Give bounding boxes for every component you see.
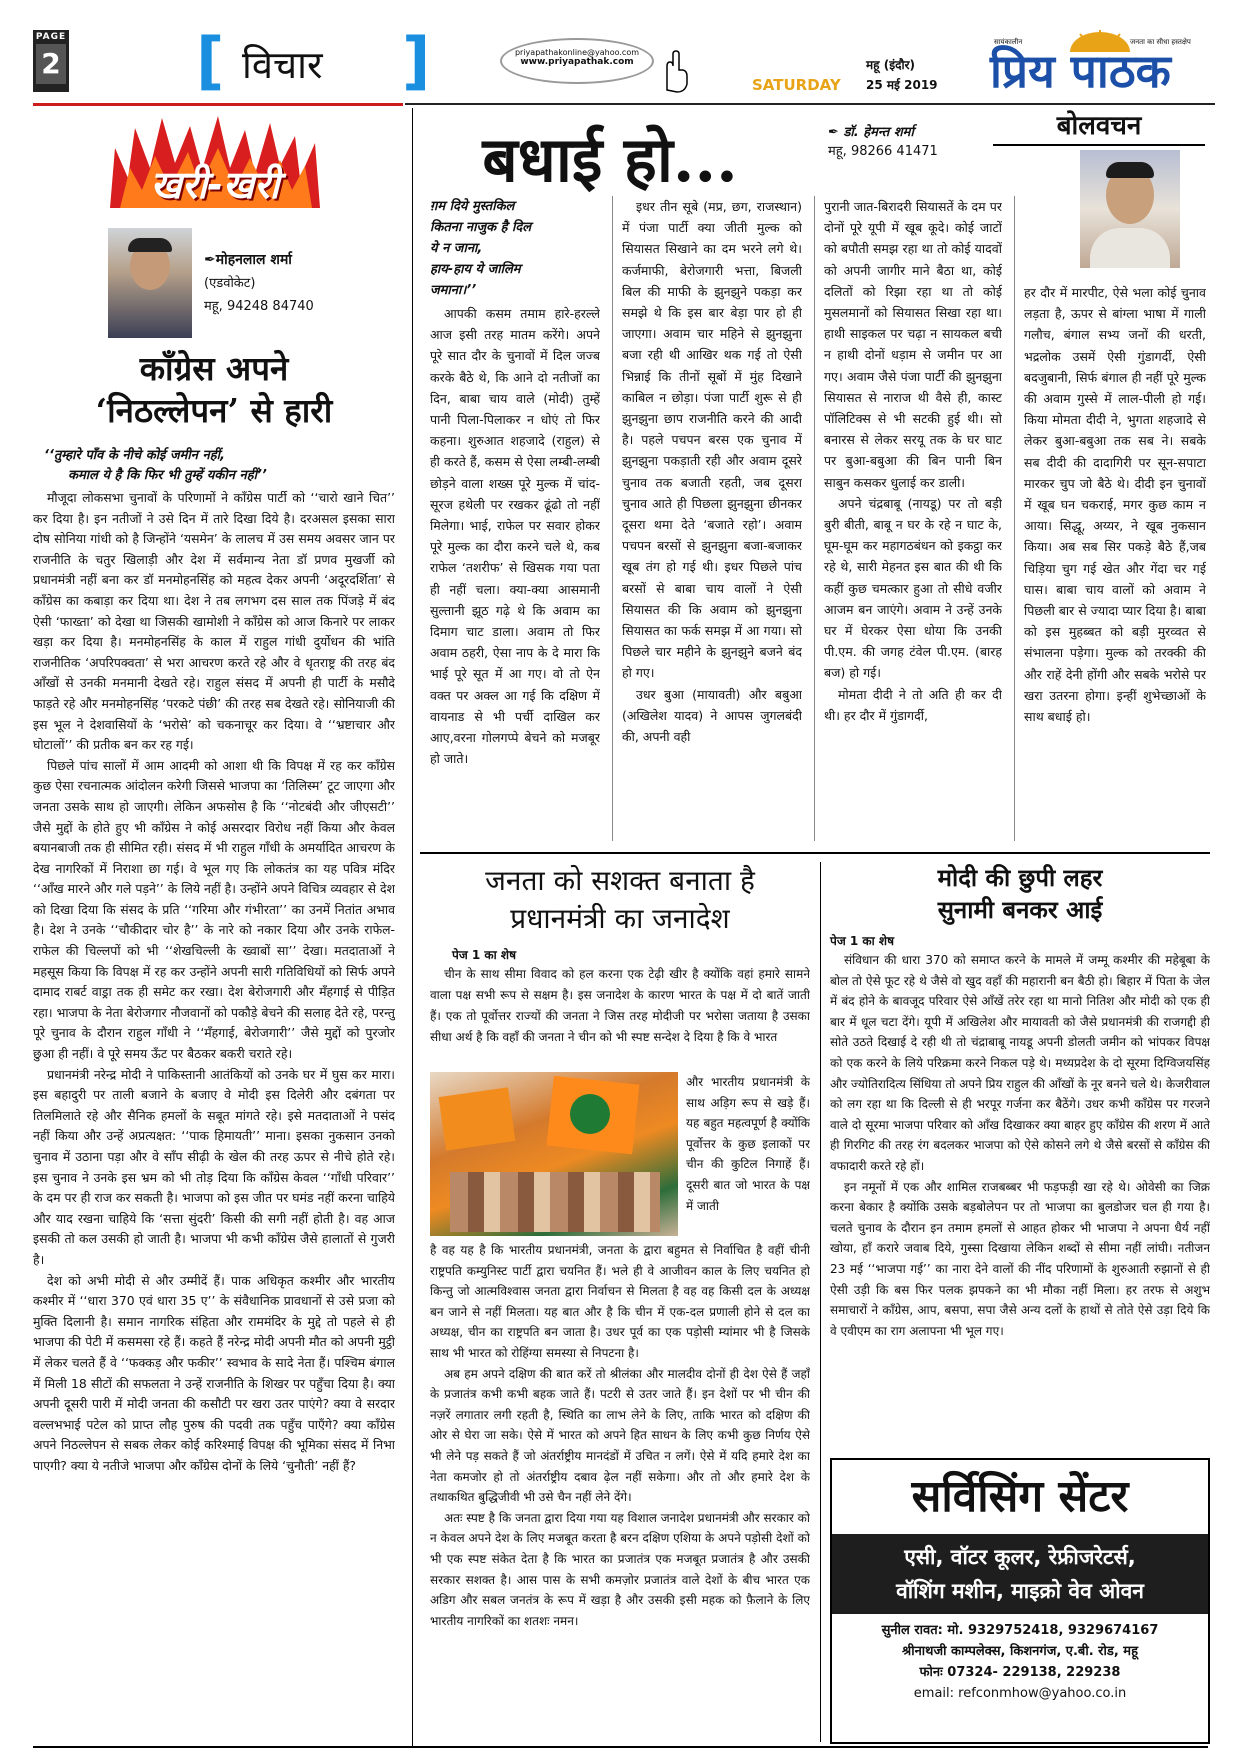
badhai-paragraph: हर दौर में मारपीट, ऐसे भला कोई चुनाव लड़ता है, ऊपर से बांग्ला भाषा में गाली गलौच, बंगाल सभ्य जनों की धरती, भद्रलोक उसमें ऐसी गुंडागर्दी, ऐसी बदजुबानी, सिर्फ बंगाल ही नहीं पूरे मुल्क की अवाम गुस्से में लाल-पीली हो गई। किया मोमता दीदी ने, भुगता शहजादे से लेकर बुआ-बबुआ तक सब ने। सबके सब दीदी की दादागिरी पर सून-सपाटा मारकर चुप जो बैठे थे। दीदी इन चुनावों में खूब घन चकराई, मगर कुछ काम न आया। सिद्धू, अय्यर, ने खूब नुकसान किया। अब सब सिर पकड़े बैठे हैं,जब चिड़िया चुग गई खेत और गेंदा चर गई घास। बाबा चाय वालों को अवाम ने पिछली बार से ज्यादा प्यार दिया है। बाबा को इस मुहब्बत को बड़ी मुरव्वत से संभालना पड़ेगा। मुल्क को तरक्की की और राहें देनी होंगी और सबके भरोसे पर खरा उतरना होगा। इन्हीं शुभेच्छाओं के साथ बधाई हो। [1024, 285, 1206, 725]
kharikhari-headline [33, 348, 395, 432]
contact-oval [500, 38, 654, 84]
kharikhari-epigraph [44, 446, 394, 486]
bolvachan-box [993, 108, 1205, 146]
kharikhari-headline-line2: ‘निठल्लेपन’ से हारी [95, 391, 333, 430]
poem-line: जमाना।’’ [430, 283, 477, 298]
badhai-paragraph: उधर बुआ (मायावती) और बबुआ (अखिलेश यादव) ने आपस जुगलबंदी की, अपनी वही [622, 686, 802, 745]
ad-email: email: refconmhow@yahoo.co.in [913, 1686, 1127, 1701]
modi-body [830, 950, 1210, 1448]
badhai-col3 [824, 196, 1002, 841]
janata-top [430, 964, 810, 1070]
ad-contact-person: सुनील रावत: मो. 9329752418, 9329674167 [881, 1623, 1159, 1638]
kharikhari-author-role: (एडवोकेट) [204, 276, 256, 291]
epigraph-line1: ‘‘तुम्हारे पाँव के नीचे कोई जमीन नहीं, [44, 448, 225, 463]
section-bracket-left: [ [196, 24, 225, 97]
kharikhari-paragraph: प्रधानमंत्री नरेन्द्र मोदी ने पाकिस्तानी आतंकियों को उनके घर में घुस कर मारा। इस बहादुरी पर ताली बजाने के बजाए वे मोदी इस दिलेरी और दबंगता पर तिलमिलाते रहे और सैनिक हमलों के सबूत मांगते रहे। इसे मतदाताओं ने पसंद नहीं किया और उन्हें अप्रत्यक्षत: ‘‘पाक हिमायती’’ माना। इसका नुकसान उनको चुनाव में उठाना पड़ा और वे साँप सीढ़ी के खेल की तरह ऊपर से नीचे होते रहे। इस चुनाव ने उनके इस भ्रम को भी तोड़ दिया कि कॉंग्रेस केवल ‘‘गाँधी परिवार’’ के दम पर ही राज कर सकती है। भाजपा को इस जीत पर घमंड नहीं करना चाहिये और याद रखना चाहिये कि ‘सत्ता सुंदरी’ किसी की सगी नहीं होती है। वह आज इसकी तो कल उसकी हो जाती है। भाजपा भी कभी कॉंग्रेस जैसे हालातों से गुजरी है। [33, 1066, 395, 1267]
badhai-author-contact: महू, 98266 41471 [828, 144, 938, 159]
city-label: महू (इंदौर) [866, 58, 915, 72]
janata-paragraph: अतः स्पष्ट है कि जनता द्वारा दिया गया यह विशाल जनादेश प्रधानमंत्री और सरकार को न केवल अपने देश के लिए मजबूत करता है बरन दक्षिण एशिया के अपने पड़ोसी देशों को भी एक स्पष्ट संकेत देता है कि भारत का प्रजातंत्र एक मजबूत प्रजातंत्र है और उसकी सरकार सशक्त है। आस पास के सभी कमज़ोर प्रजातंत्र वाले देशों के बीच भारत एक अडिग और सबल जनतंत्र के रूप में खड़ा है और उसकी इसी महक को फ़ैलाने के लिए भारतीय नागरिकों का शतशः नमन। [430, 1510, 810, 1628]
janata-paragraph: और भारतीय प्रधानमंत्री के साथ अड़िग रूप से खड़े हैं। यह बहुत महत्वपूर्ण है क्योंकि पूर्वोत्तर के कुछ इलाकों पर चीन की कुटिल निगाहें हैं। दूसरी बात जो भारत के पक्ष में जाती [686, 1075, 810, 1213]
section-title: विचार [242, 43, 323, 87]
poem-line: ग़म दिये मुस्तकिल [430, 199, 515, 214]
pen-icon: ✒ [204, 252, 216, 268]
modi-headline [830, 862, 1210, 926]
kharikhari-paragraph: मौजूदा लोकसभा चुनावों के परिणामों ने कॉंग्रेस पार्टी को ‘‘चारो खाने चित’’ कर दिया है। इन नतीजों ने उसे दिन में तारे दिखा दिये है। दरअसल इसका सारा दोष सोनिया गांधी को है जिन्होंने ‘यसमेन’ के लालच में उस समय अवसर जान पर राजनीति के चतुर खिलाड़ी और देश में सर्वमान्य नेता डॉ प्रणव मुखर्जी को प्रधानमंत्री नहीं बना कर डॉ मनमोहनसिंह को महत्व देकर अपनी ‘अदूरदर्शिता’ से कॉंग्रेस का कबाड़ा कर दिया था। देश ने तब लगभग दस साल तक पिंजड़े में बंद ऐसी ‘फाख्ता’ को देखा था जिसकी खामोशी ने कॉंग्रेस को आज किनारे पर लाकर खड़ा कर दिया है। मनमोहनसिंह के काल में राहुल गांधी दुर्योधन की भांति राजनीतिक ‘अपरिपक्वता’ से भरा आचरण करते रहे और वे धृतराष्ट्र की तरह बंद आँखों से उनकी मनमानी देखते रहे। राहुल संसद में अपनी ही पार्टी के मसौदे फाड़ते रहे और मनमोहनसिंह ‘परकटे पंछी’ की तरह सब देखते रहे। सोनियाजी की इस भूल ने देशवासियों के ‘भरोसे’ को चकनाचूर कर दिया। वे ‘‘भ्रष्टाचार और घोटालों’’ की प्रतीक बन कर रह गई। [33, 490, 395, 753]
modi-headline-line2: सुनामी बनकर आई [937, 896, 1103, 924]
author-photo-mohanlal [108, 228, 192, 338]
ad-title: सर्विसिंग सेंटर [911, 1471, 1129, 1522]
column-divider-main [412, 108, 413, 1748]
masthead-rule-right [405, 103, 1215, 105]
column-divider [1014, 196, 1015, 841]
badhai-paragraph: मोमता दीदी ने तो अति ही कर दी थी। हर दौर में गुंडागर्दी, [824, 686, 1002, 723]
kharikhari-body [33, 488, 395, 1728]
ad-services-line2: वॉशिंग मशीन, माइक्रो वेव ओवन [896, 1579, 1144, 1603]
servicing-center-ad [830, 1458, 1210, 1744]
bjp-rally-photo [430, 1072, 678, 1236]
badhai-paragraph: अपने चंद्रबाबू (नायडू) पर तो बड़ी बुरी बीती, बाबू न घर के रहे न घाट के, घूम-घूम कर महागठबंधन को इकट्ठा कर रहे थे, सारी मेहनत इस बात की थी कि कहीं कुछ चमत्कार हुआ तो सीधे वजीर आजम बन जाएंगे। अवाम ने उन्हें उनके घर में घेरकर ऐसा धोया कि उनकी पी.एम. की जगह टंवेल पी.एम. (बारह बज) हो गई। [824, 495, 1002, 681]
column-divider [820, 862, 821, 1742]
badhai-col2 [622, 196, 802, 841]
column-divider [814, 196, 815, 841]
day-label: SATURDAY [752, 76, 841, 94]
page-bottom-rule [33, 1746, 1208, 1748]
modi-paragraph: इन नमूनों में एक और शामिल राजबब्बर भी फड़फड़ी खा रहे थे। ओवेसी का जिक्र करना बेकार है क्योंकि उसके बड़बोलेपन पर तो भाजपा का बुलडोजर चल ही गया है। चलते चुनाव के दौरान इन तमाम हमलों से आहत होकर भी भाजपा ने अपना धैर्य नहीं खोया, हाँ करारे जवाब दिये, गुस्सा दिखाया लेकिन शब्दों से सीमा नहीं लांघी। नतीजन 23 मई ‘‘भाजपा गई’’ का नारा देने वालों की नींद परिणामों के शुरुआती रुझानों से ही ऐसी उड़ी कि बस फिर पलक झपकने का भी मौका नहीं मिला। हर तरफ से अशुभ समाचारों ने कॉंग्रेस, आप, बसपा, सपा जैसे अन्य दलों के हाथों से तोते ऐसे उड़ा दिये कि वे एवीएम का राग अलापना भी भूल गए। [830, 1179, 1210, 1338]
kharikhari-logo-text: खरी-खरी [150, 163, 280, 207]
badhai-headline: बधाई हो... [482, 123, 738, 196]
bolvachan-label: बोलवचन [1056, 111, 1142, 141]
poem-line: कितना नाजुक है दिल [430, 220, 532, 235]
modi-continued: पेज 1 का शेष [830, 934, 895, 948]
janata-side [686, 1072, 810, 1238]
poem-line: हाय-हाय ये जालिम [430, 262, 521, 277]
badhai-paragraph: इधर तीन सूबे (मप्र, छग, राजस्थान) में पंजा पार्टी क्या जीती मुल्क को सियासत सिखाने का दम भरने लगे थे। कर्जमाफी, बेरोजगारी भत्ता, बिजली बिल की माफी के झुनझुने पकड़ा कर समझे थे कि इस बार बेड़ा पार हो ही जाएगा। अवाम चार महिने से झुनझुना बजा रही थी आखिर थक गई तो ऐसी भिन्नाई कि तीनों सूबों में मुंह दिखाने काबिल न छोड़ा। पंजा पार्टी शुरू से ही झुनझुना छाप राजनीति करने की आदी है। पहले पचपन बरस एक चुनाव में झुनझुना पकड़ाती रही और अवाम दूसरे चुनाव तक बजाती रहती, जब दूसरा चुनाव आते ही पिछला झुनझुना छीनकर दूसरा थमा देते ‘बजाते रहो’। अवाम पचपन बरसों से झुनझुना बजा-बजाकर खूब तंग हो गई थी। इधर पिछले पांच बरसों से बाबा चाय वालों ने ऐसी सियासत की कि अवाम को झुनझुना सियासत का फर्क समझ में आ गया। सो पिछले चार महीने के झुनझुने बजने बंद हो गए। [622, 199, 802, 681]
paper-name: प्रिय पाठक [990, 44, 1171, 98]
paper-logo [990, 30, 1218, 98]
badhai-col1 [430, 196, 600, 841]
section-bracket-right: ] [402, 24, 431, 97]
janata-bottom [430, 1240, 810, 1735]
author-photo-hemant [1080, 150, 1180, 268]
ad-contact [832, 1614, 1208, 1704]
masthead-email: priyapathakonline@yahoo.com [514, 48, 640, 57]
paper-slogan: जनता का सीधा हस्तक्षेप [1130, 38, 1191, 46]
masthead-rule-left [33, 103, 403, 106]
badhai-poem [430, 196, 600, 301]
janata-headline-line2: प्रधानमंत्री का जनादेश [510, 902, 730, 935]
janata-headline [430, 862, 810, 938]
section-rule [420, 852, 1210, 854]
kharikhari-paragraph: पिछले पांच सालों में आम आदमी को आशा थी कि विपक्ष में रह कर कॉंग्रेस कुछ ऐसा रचनात्मक आंदोलन करेगी जिससे भाजपा का ‘तिलिस्म’ टूट जाएगा और जनता उसके साथ हो जाएगी। लेकिन अफसोस है कि ‘‘नोटबंदी और जीएसटी’’ जैसे मुद्दों के होते हुए भी कॉंग्रेस ने कोई असरदार विरोध नहीं किया और केवल बयानबाजी तक ही सीमित रही। संसद में भी राहुल गाँधी के अमर्यादित आचरण के देख नागरिकों में निराशा छा गई। वे भूल गए कि लोकतंत्र का यह पवित्र मंदिर ‘‘आँख मारने और गले पड़ने’’ के लिये नहीं है। उन्होंने अपने विचित्र व्यवहार से देश को दिखा दिया कि संसद के प्रति ‘‘गरिमा और गंभीरता’’ का उनमें नितांत अभाव है। देश ने उनके ‘‘चौकीदार चोर है’’ के नारे को नकार दिया और उनके राफेल-राफेल की चिल्लपों को भी ‘‘शेखचिल्ली के ख्वाबों सा’’ देखा। मतदाताओं ने महसूस किया कि विपक्ष में रह कर उन्होंने अपनी सारी गतिविधियों को सिर्फ अपने दामाद राबर्ट वाड्रा तक ही समेट कर रखा। देश बेरोजगारी और मँहगाई से पीड़ित रहा। भाजपा के नेता बेरोजगार नौजवानों को पकौड़े बेचने की सलाह देते रहे, परन्तु पूरे चुनाव के दौरान राहुल गाँधी ने ‘‘मँहगाई, बेरोजगारी’’ जैसे मुद्दों को पुरजोर छुआ ही नहीं। वे पूरे समय ऊँट पर बैठकर बकरी चराते रहे। [33, 757, 395, 1062]
kharikhari-byline [204, 252, 364, 315]
column-divider [612, 196, 613, 841]
janata-headline-line1: जनता को सशक्त बनाता है [485, 864, 755, 897]
badhai-author: ✒ डॉ. हेमन्त शर्मा [828, 125, 914, 140]
badhai-col4 [1024, 282, 1206, 842]
badhai-paragraph: पुरानी जात-बिरादरी सियासतें के दम पर दोनों पूरे यूपी में खूब कूदे। कोई जाटों को बपौती समझ रहा था तो कोई यादवों को अपनी जागीर माने बैठा था, कोई दलितों को रिझा रहा था तो कोई मुसलमानों को सियासत सिखा रहा था। हाथी साइकल पर चढ़ा न सायकल बची न हाथी दोनों धड़ाम से जमीन पर आ गए। अवाम जैसे पंजा पार्टी की झुनझुना सियासत से नाराज थी वैसे ही, कास्ट पॉलिटिक्स से भी सटकी हुई थी। सो बनारस से लेकर सरयू तक के घर घाट पर बुआ-बबुआ की बिन पानी बिन साबुन कसकर धुलाई कर डाली। [824, 199, 1002, 490]
kharikhari-paragraph: देश को अभी मोदी से और उम्मीदें हैं। पाक अधिकृत कश्मीर और भारतीय कश्मीर में ‘‘धारा 370 एवं धारा 35 ए’’ के संवैधानिक प्रावधानों से उसे प्रजा को मुक्ति दिलानी है। समान नागरिक संहिता और राममंदिर के मुद्दे तो पहले से ही भाजपा की पेटी में कसमसा रहे हैं। कहते हैं नरेन्द्र मोदी अपनी मौत को अपनी मुट्ठी में लेकर चलते हैं वे ‘‘फक्कड़ और फकीर’’ स्वभाव के सादे नेता हैं। पश्चिम बंगाल में मिली 18 सीटों की सफलता ने उन्हें राजनीति के शिखर पर पहुँचा दिया है। क्या अपनी दूसरी पारी में मोदी जनता की कसौटी पर खरा उतर पाएंगे? क्या वे सरदार वल्लभभाई पटेल को प्राप्त लौह पुरुष की पदवी तक पहुँच पाएँगे? क्या कॉंग्रेस अपने निठल्लेपन से सबक लेकर कोई करिश्माई विपक्ष की भूमिका संसद में निभा पाएगी? क्या ये नतीजे भाजपा और कॉंग्रेस दोनों के लिये ‘चुनौती’ नहीं हैं? [33, 1272, 395, 1473]
epigraph-line2: कमाल ये है कि फिर भी तुम्हें यकीन नहीं’’ [68, 468, 267, 483]
date-label: 25 मई 2019 [866, 78, 938, 92]
ad-phone: फोनः 07324- 229138, 229238 [919, 1665, 1121, 1680]
kharikhari-logo [100, 108, 330, 218]
paper-tag: सायंकालीन [994, 38, 1023, 46]
janata-paragraph: अब हम अपने दक्षिण की बात करें तो श्रीलंका और मालदीव दोनों ही देश ऐसे हैं जहाँ के प्रजातंत्र कभी कभी बहक जाते हैं। पटरी से उतर जाते हैं। इन देशों पर भी चीन की नज़रें लगातार लगी रहती है, स्थिति का लाभ लेने के लिए, ताकि भारत को दक्षिण की ओर से घेरा जा सके। ऐसे में भारत को अपने हित साधन के लिए कभी कुछ निर्णय ऐसे भी लेने पड़ सकते हैं जो अंतर्राष्ट्रीय मानदंडों में उचित न लगें। ऐसे में यदि हमारे देश का नेता कमजोर हो तो अंतर्राष्ट्रीय दबाव ढ़ेल नहीं सकेगा। और तो और हमारे देश के तथाकथित बुद्धिजीवी भी उसे चैन नहीं लेने देंगे। [430, 1366, 810, 1505]
kharikhari-author-contact: महू, 94248 84740 [204, 299, 314, 314]
kharikhari-headline-line1: कॉंग्रेस अपने [139, 349, 289, 388]
pointing-hand-icon [655, 50, 691, 94]
janata-paragraph: है वह यह है कि भारतीय प्रधानमंत्री, जनता के द्वारा बहुमत से निर्वाचित है वहीं चीनी राष्ट्रपति कम्युनिस्ट पार्टी द्वारा चयनित हैं। भले ही वे आजीवन काल के लिए चयनित हो किन्तु जो आत्मविश्वास जनता द्वारा निर्वाचन से मिलता है वह वह किसी दल के अध्यक्ष बन जाने से नहीं मिलता। यह बात और है कि चीन में एक-दल प्रणाली होने से दल का अध्यक्ष, चीन का राष्ट्रपति बन जाता है। उधर पूर्व का एक पड़ोसी म्यांमार भी है जिसके साथ भी भारत को रोहिंग्या समस्या से निपटना है। [430, 1243, 810, 1360]
pen-icon: ✒ [828, 125, 839, 140]
janata-paragraph: चीन के साथ सीमा विवाद को हल करना एक टेढ़ी खीर है क्योंकि वहां हमारे सामने वाला पक्ष सभी रूप से सक्षम है। इस जनादेश के कारण भारत के पक्ष में दो बातें जाती हैं। एक तो पूर्वोत्तर राज्यों की जनता ने जिस तरह मोदीजी पर भरोसा जताया है उसका सीधा अर्थ है कि वहाँ की जनता ने चीन को भी स्पष्ट सन्देश दे दिया है कि वे भारत [430, 967, 810, 1044]
modi-headline-line1: मोदी की छुपी लहर [937, 864, 1103, 892]
poem-line: ये न जाना, [430, 241, 483, 256]
badhai-paragraph: आपकी कसम तमाम हारे-हरल्ले आज इसी तरह मातम करेंगे। अपने पूरे सात दौर के चुनावों में दिल जज्ब करके बैठे थे, कि आने दो नतीजों का दिन, बाबा चाय वाले (मोदी) तुम्हें पानी पिला-पिलाकर न धोएं तो फिर कहना। शुरुआत शहजादे (राहुल) से ही करते हैं, कसम से ऐसा लम्बी-लम्बी छोड़ने वाला शख्स पूरे मुल्क में चांद-सूरज हथेली पर रखकर ढूंढो तो नहीं मिलेगा। भाई, राफेल पर सवार होकर पूरे मुल्क का दौरा करने चले थे, कब राफेल ‘तशरीफ’ से खिसक गया पता ही नहीं चला। क्या-क्या आसमानी सुल्तानी झूठ गढ़े थे कि अवाम का दिमाग चाट डाला। अवाम तो फिर अवाम ठहरी, ऐसा नाप के दे मारा कि भाई पूरे सूत में आ गए। वो तो ऐन वक्त पर अक्ल आ गई कि दक्षिण में वायनाड से भी पर्ची दाखिल कर आए,वरना गोलगप्पे बेचने को मजबूर हो जाते। [430, 306, 600, 767]
page-label-box [33, 30, 69, 92]
badhai-byline [828, 124, 988, 160]
janata-continued: पेज 1 का शेष [452, 948, 517, 962]
modi-paragraph: संविधान की धारा 370 को समाप्त करने के मामले में जम्मू कश्मीर की महेबूबा के बोल तो ऐसे फूट रहे थे जैसे वो खुद वहाँ की महारानी बन बैठी हो। बिहार में पिता के जेल में बंद होने के बावजूद परिवार ऐसे आँखें तरेर रहा था मानो नितिश और मोदी को एक ही बार में धूल चटा देंगे। यूपी में अखिलेश और मायावती को जैसे प्रधानमंत्री की राजगद्दी ही सोते उठते दिखाई दे रही थी तो चंद्राबाबू नायडू अपनी डोलती जमीन को भांपकर विपक्ष को एक करने के लिये परिक्रमा करने निकल पड़े थे। मध्यप्रदेश के दो सूरमा दिग्विजयसिंह और ज्योतिरादित्य सिंधिया तो अपने प्रिय राहुल की आँखों के नूर बनने चले थे। केजरीवाल को लग रहा था कि दिल्ली से ही भरपूर गर्जना कर बैठेंगे। उधर कभी कॉंग्रेस पर गरजने वाले दो सूरमा भाजपा परिवार को आँख दिखाकर क्या बाहर हुए कॉंग्रेस की शरण में आते ही गिरगिट की तरह रंग बदलकर भाजपा को ऐसे कोसने लगे थे जैसे बरसों से कॉंग्रेस की वफादारी करते रहे हों। [830, 953, 1210, 1173]
page-label: PAGE [35, 32, 67, 42]
kharikhari-author: ✒मोहनलाल शर्मा [204, 252, 292, 268]
ad-address: श्रीनाथजी काम्पलेक्स, किशनगंज, ए.बी. रोड, महू [902, 1644, 1138, 1659]
ad-services [832, 1534, 1208, 1614]
ad-services-line1: एसी, वॉटर कूलर, रेफ्रीजरेटर्स, [904, 1545, 1136, 1569]
masthead-website: www.priyapathak.com [520, 57, 634, 67]
page-number: 2 [36, 44, 66, 84]
